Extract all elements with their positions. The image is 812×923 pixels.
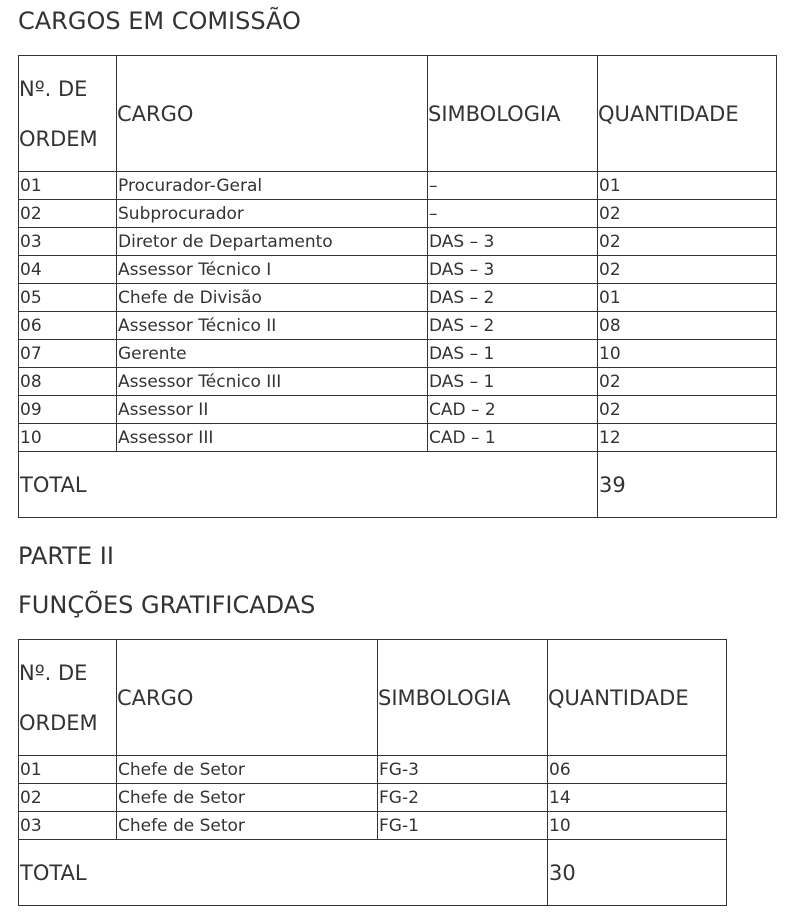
- cell-simbologia: FG-2: [378, 784, 548, 812]
- cell-ordem: 10: [19, 424, 117, 452]
- total-label: TOTAL: [19, 840, 548, 906]
- cell-simbologia: DAS – 3: [428, 256, 598, 284]
- cargos-table: [18, 55, 777, 518]
- cell-quantidade: 10: [548, 812, 727, 840]
- table-row: [19, 424, 777, 452]
- total-label: TOTAL: [19, 452, 598, 518]
- cell-cargo: Assessor II: [117, 396, 428, 424]
- table-header-row: [19, 640, 727, 756]
- cell-ordem: 03: [19, 812, 117, 840]
- table-row: [19, 340, 777, 368]
- cell-quantidade: 08: [598, 312, 777, 340]
- cell-ordem: 06: [19, 312, 117, 340]
- cell-simbologia: DAS – 1: [428, 340, 598, 368]
- cell-cargo: Chefe de Setor: [117, 812, 378, 840]
- cell-cargo: Diretor de Departamento: [117, 228, 428, 256]
- header-cargo: CARGO: [117, 56, 428, 172]
- cell-cargo: Chefe de Setor: [117, 756, 378, 784]
- cell-ordem: 08: [19, 368, 117, 396]
- header-ordem: Nº. DE ORDEM: [19, 56, 117, 172]
- header-ordem: Nº. DE ORDEM: [19, 640, 117, 756]
- cell-ordem: 07: [19, 340, 117, 368]
- cell-simbologia: CAD – 2: [428, 396, 598, 424]
- header-simbologia: SIMBOLOGIA: [378, 640, 548, 756]
- cell-ordem: 01: [19, 756, 117, 784]
- cell-simbologia: FG-3: [378, 756, 548, 784]
- cell-quantidade: 02: [598, 256, 777, 284]
- cell-simbologia: DAS – 2: [428, 312, 598, 340]
- cell-cargo: Assessor Técnico II: [117, 312, 428, 340]
- table-row: [19, 172, 777, 200]
- funcoes-table-body: [19, 640, 727, 906]
- table-row: [19, 368, 777, 396]
- part-label: PARTE II: [18, 542, 114, 570]
- cell-simbologia: DAS – 1: [428, 368, 598, 396]
- cell-simbologia: –: [428, 172, 598, 200]
- cell-ordem: 05: [19, 284, 117, 312]
- cell-quantidade: 02: [598, 368, 777, 396]
- section-title-funcoes: FUNÇÕES GRATIFICADAS: [18, 591, 316, 619]
- table-row: [19, 228, 777, 256]
- cell-ordem: 02: [19, 784, 117, 812]
- cell-quantidade: 14: [548, 784, 727, 812]
- cell-quantidade: 02: [598, 200, 777, 228]
- cell-simbologia: FG-1: [378, 812, 548, 840]
- cargos-table-body: [19, 56, 777, 518]
- table-row: [19, 784, 727, 812]
- cell-cargo: Chefe de Setor: [117, 784, 378, 812]
- cell-quantidade: 01: [598, 172, 777, 200]
- section-title-cargos: CARGOS EM COMISSÃO: [18, 7, 301, 35]
- total-value: 39: [598, 452, 777, 518]
- table-row: [19, 756, 727, 784]
- cell-simbologia: CAD – 1: [428, 424, 598, 452]
- header-simbologia: SIMBOLOGIA: [428, 56, 598, 172]
- cell-cargo: Procurador-Geral: [117, 172, 428, 200]
- cell-quantidade: 06: [548, 756, 727, 784]
- cell-cargo: Chefe de Divisão: [117, 284, 428, 312]
- total-row: [19, 452, 777, 518]
- cell-quantidade: 10: [598, 340, 777, 368]
- header-quantidade: QUANTIDADE: [598, 56, 777, 172]
- table-header-row: [19, 56, 777, 172]
- cell-cargo: Assessor III: [117, 424, 428, 452]
- cell-ordem: 02: [19, 200, 117, 228]
- cell-cargo: Subprocurador: [117, 200, 428, 228]
- cell-simbologia: –: [428, 200, 598, 228]
- table-row: [19, 256, 777, 284]
- total-row: [19, 840, 727, 906]
- cell-simbologia: DAS – 2: [428, 284, 598, 312]
- cell-ordem: 04: [19, 256, 117, 284]
- cell-cargo: Assessor Técnico I: [117, 256, 428, 284]
- header-cargo: CARGO: [117, 640, 378, 756]
- cell-quantidade: 01: [598, 284, 777, 312]
- table-row: [19, 812, 727, 840]
- table-row: [19, 312, 777, 340]
- cell-ordem: 03: [19, 228, 117, 256]
- total-value: 30: [548, 840, 727, 906]
- funcoes-table: [18, 639, 727, 906]
- cell-cargo: Assessor Técnico III: [117, 368, 428, 396]
- table-row: [19, 396, 777, 424]
- table-row: [19, 284, 777, 312]
- cell-cargo: Gerente: [117, 340, 428, 368]
- cell-quantidade: 12: [598, 424, 777, 452]
- header-quantidade: QUANTIDADE: [548, 640, 727, 756]
- cell-simbologia: DAS – 3: [428, 228, 598, 256]
- cell-quantidade: 02: [598, 228, 777, 256]
- cell-ordem: 01: [19, 172, 117, 200]
- table-row: [19, 200, 777, 228]
- cell-ordem: 09: [19, 396, 117, 424]
- cell-quantidade: 02: [598, 396, 777, 424]
